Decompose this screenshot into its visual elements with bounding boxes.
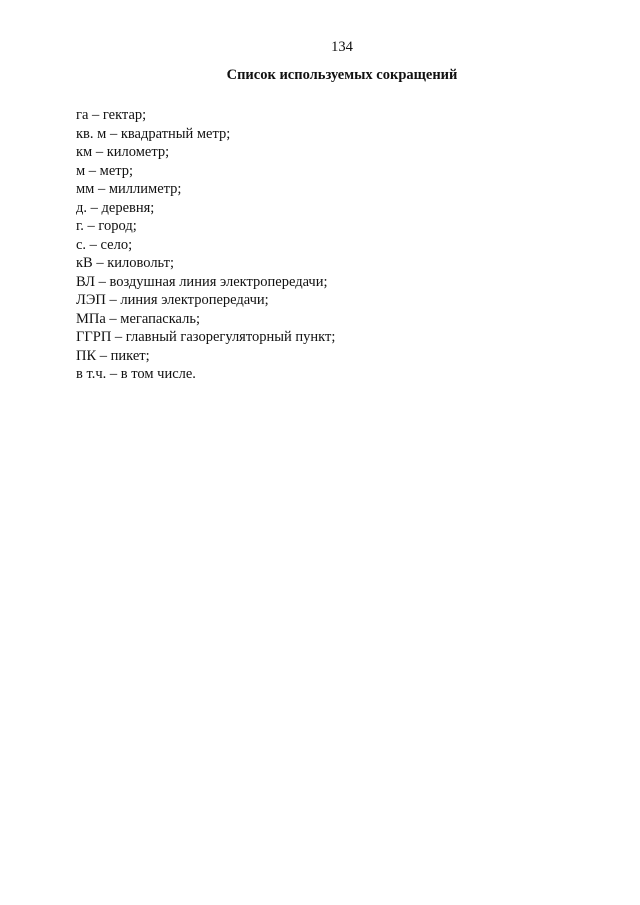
list-item: с. – село; [76,236,133,253]
list-item: га – гектар; [76,107,147,123]
list-item: м – метр; [76,162,134,179]
list-item: ПК – пикет; [76,347,150,364]
page-number: 134 [331,39,353,55]
list-item: в т.ч. – в том числе. [76,366,196,382]
list-item: кв. м – квадратный метр; [76,125,231,142]
list-item: ЛЭП – линия электропередачи; [76,292,269,308]
page-title: Список используемых сокращений [226,67,458,83]
list-item: ВЛ – воздушная линия электропередачи; [76,273,328,290]
list-item: г. – город; [76,218,137,234]
list-item: мм – миллиметр; [76,181,182,197]
list-item: ГГРП – главный газорегуляторный пункт; [76,329,336,345]
list-item: д. – деревня; [76,199,155,216]
abbreviation-list [76,106,335,384]
list-item: км – километр; [76,144,170,160]
list-item: МПа – мегапаскаль; [76,310,201,327]
list-item: кВ – киловольт; [76,255,174,271]
